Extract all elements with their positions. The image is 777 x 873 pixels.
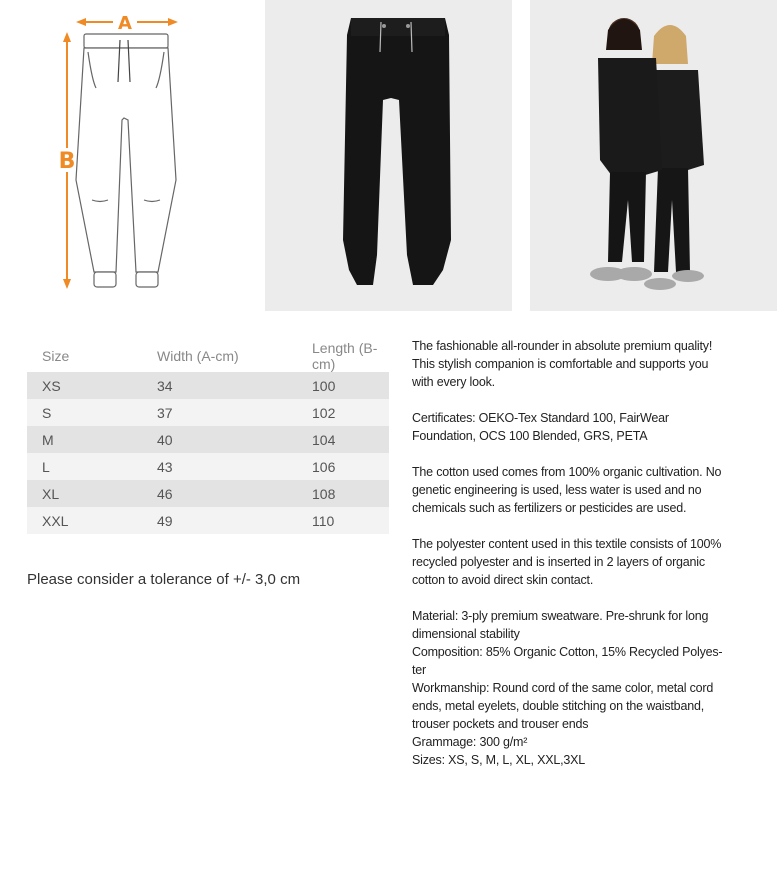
pants-measurement-diagram <box>0 0 250 311</box>
length-cell: 108 <box>297 480 389 507</box>
size-cell: XL <box>27 480 142 507</box>
size-cell: XS <box>27 372 142 399</box>
width-cell: 34 <box>142 372 297 399</box>
length-cell: 104 <box>297 426 389 453</box>
model-image <box>530 0 777 311</box>
spec-workmanship: Workmanship: Round cord of the same color, metal cord ends, metal eyelets, double stitching on the waistband, trouser pockets and trouser ends <box>412 681 714 731</box>
header-length: Length (B-cm) <box>312 340 378 372</box>
width-cell: 40 <box>142 426 297 453</box>
spec-material: Material: 3-ply premium sweatware. Pre-shrunk for long dimensional stability <box>412 609 709 641</box>
description-certificates: Certificates: OEKO-Tex Standard 100, FairWear Foundation, OCS 100 Blended, GRS, PETA <box>412 411 669 443</box>
length-cell: 102 <box>297 399 389 426</box>
table-row <box>27 480 389 507</box>
black-jogger-pants-icon <box>265 0 512 311</box>
product-image <box>265 0 512 311</box>
size-cell: S <box>27 399 142 426</box>
description-intro: The fashionable all-rounder in absolute premium quality! This stylish companion is comfortable and supports you with every look. <box>412 339 713 389</box>
product-description <box>412 337 732 769</box>
table-row <box>27 426 389 453</box>
width-cell: 49 <box>142 507 297 534</box>
length-cell: 110 <box>297 507 389 534</box>
two-models-black-sweatsuit-icon <box>530 0 777 311</box>
size-table <box>27 340 389 534</box>
size-diagram <box>0 0 250 311</box>
header-width: Width (A-cm) <box>157 348 239 364</box>
tolerance-note: Please consider a tolerance of +/- 3,0 cm <box>27 571 301 588</box>
spec-grammage: Grammage: 300 g/m² <box>412 735 528 749</box>
description-cotton: The cotton used comes from 100% organic cultivation. No genetic engineering is used, less water is used and no chemicals such as fertilizers or pesticides are used. <box>412 465 722 515</box>
spec-composition: Composition: 85% Organic Cotton, 15% Recycled Polyes-ter <box>412 645 723 677</box>
size-cell: L <box>27 453 142 480</box>
label-b: B <box>58 149 76 174</box>
pants-outline <box>76 34 176 287</box>
spec-sizes: Sizes: XS, S, M, L, XL, XXL,3XL <box>412 753 586 767</box>
width-cell: 46 <box>142 480 297 507</box>
size-cell: M <box>27 426 142 453</box>
description-polyester: The polyester content used in this textile consists of 100% recycled polyester and is inserted in 2 layers of organic cotton to avoid direct skin contact. <box>412 537 722 587</box>
width-cell: 43 <box>142 453 297 480</box>
table-row <box>27 399 389 426</box>
length-cell: 100 <box>297 372 389 399</box>
label-a: A <box>118 13 132 34</box>
header-size: Size <box>42 348 70 364</box>
size-cell: XXL <box>27 507 142 534</box>
table-row <box>27 453 389 480</box>
size-table-header <box>27 340 389 372</box>
table-row <box>27 507 389 534</box>
length-cell: 106 <box>297 453 389 480</box>
width-cell: 37 <box>142 399 297 426</box>
table-row <box>27 372 389 399</box>
